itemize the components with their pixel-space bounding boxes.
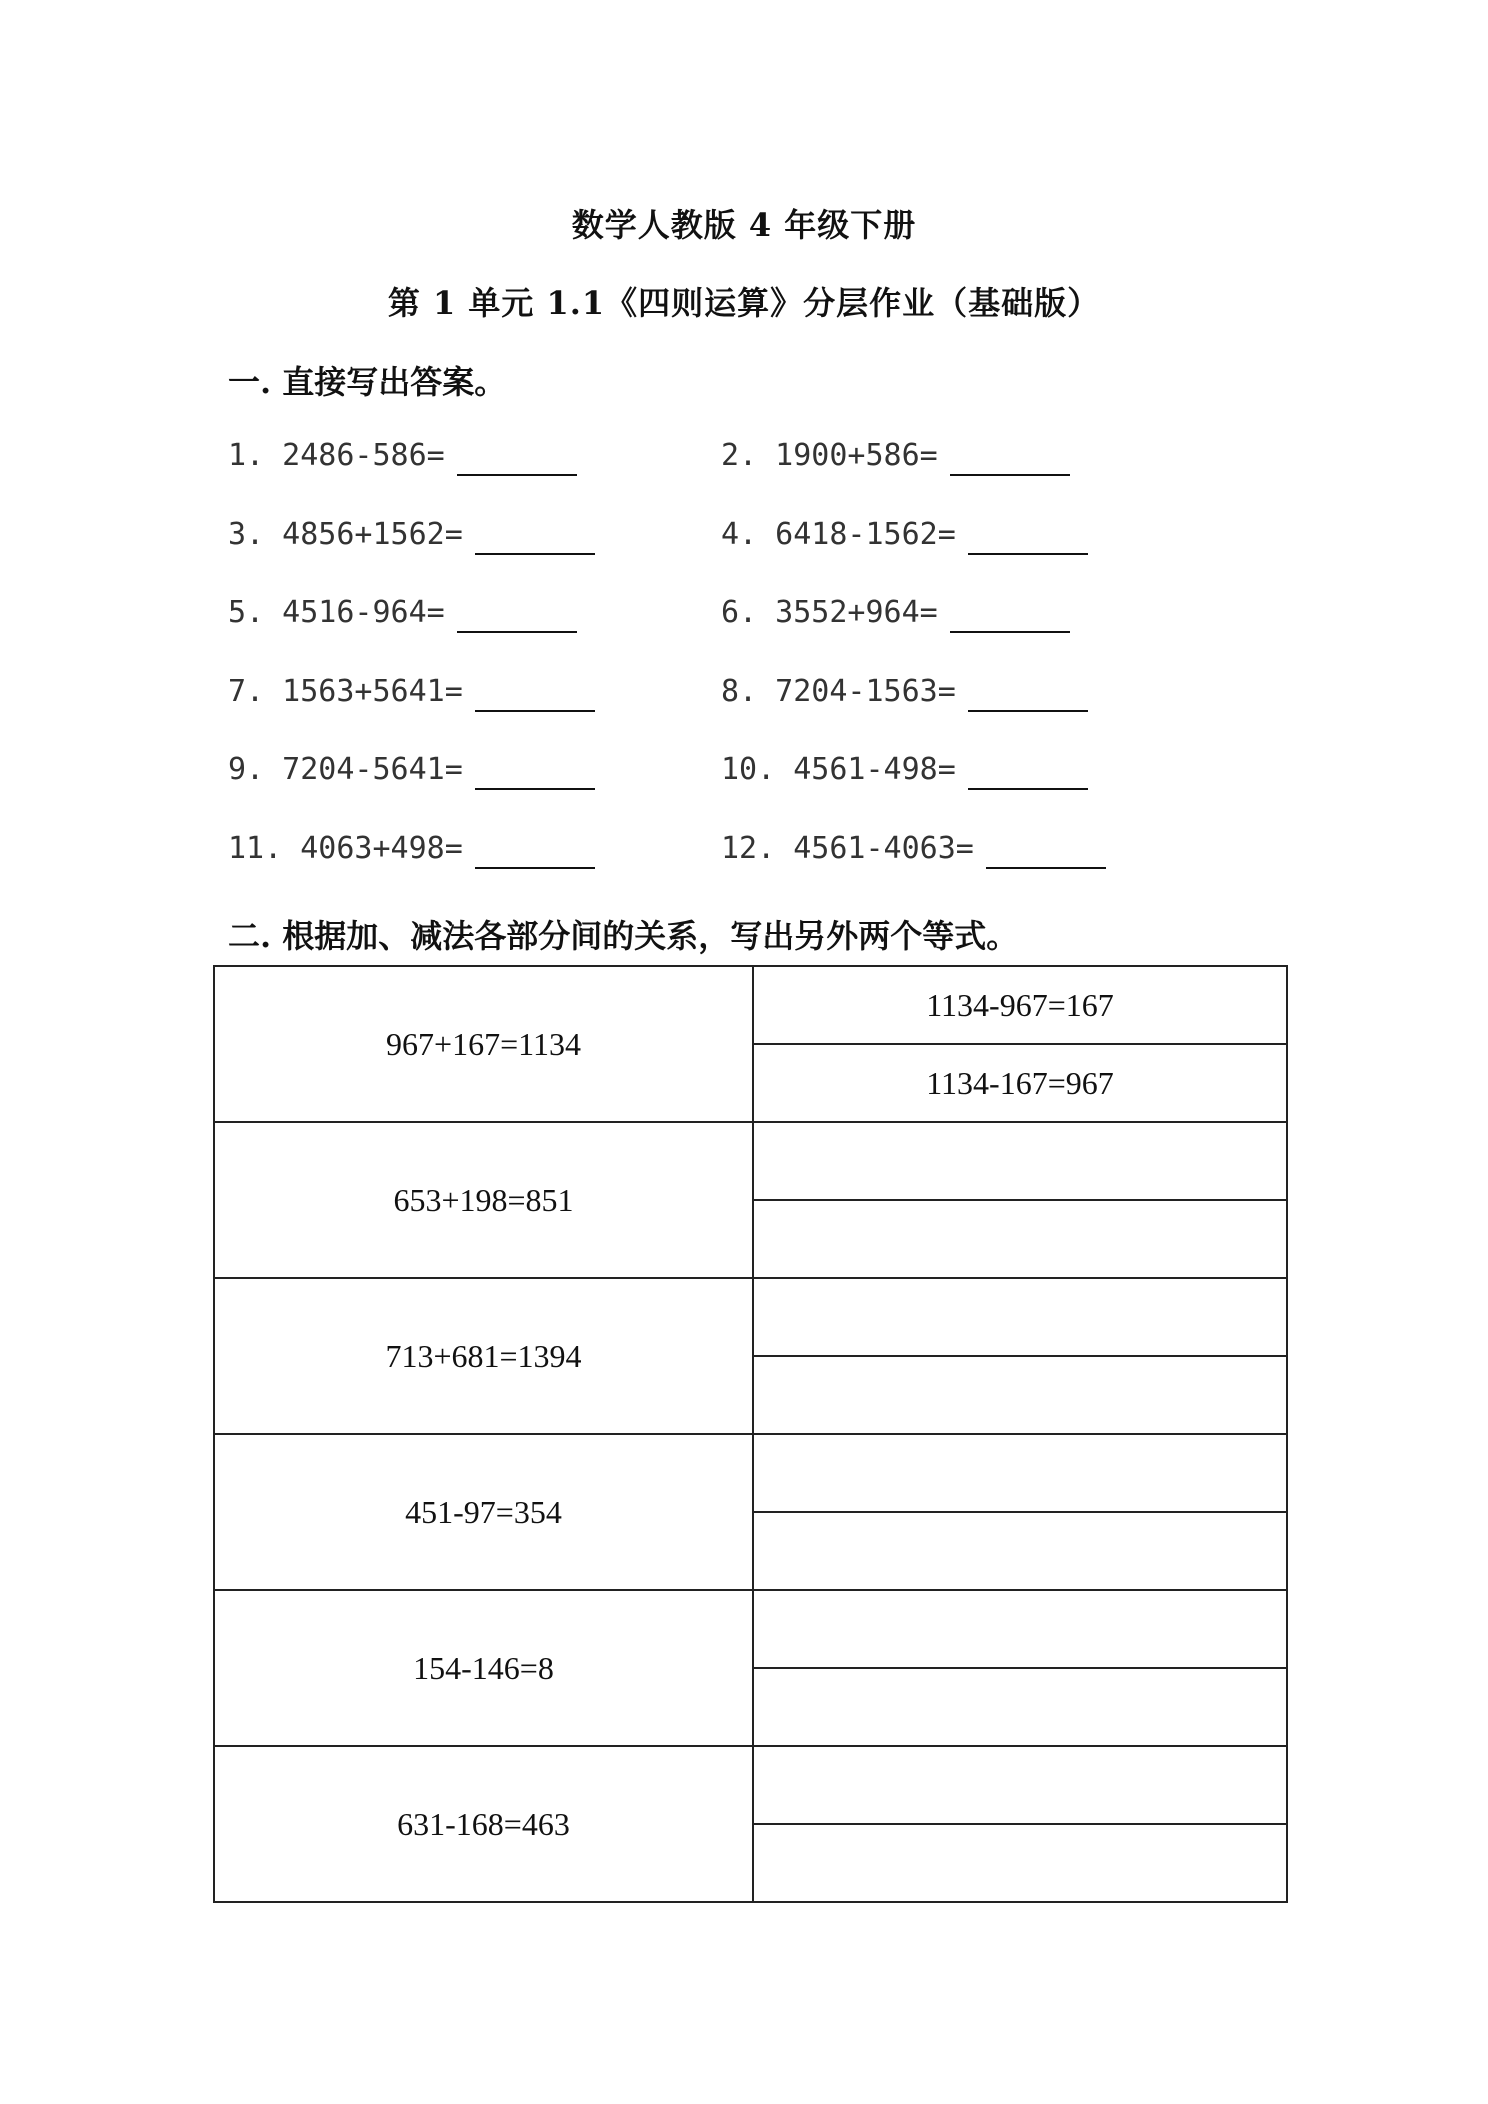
given-equation: 631-168=463 — [214, 1746, 753, 1902]
equation-table — [213, 965, 1288, 1903]
answer-blank[interactable] — [968, 515, 1088, 555]
answer-cell[interactable] — [753, 1122, 1287, 1200]
answer-blank[interactable] — [475, 750, 595, 790]
problem-text: 10. 4561-498= — [721, 752, 956, 787]
answer-blank[interactable] — [986, 829, 1106, 869]
problem-text: 1. 2486-586= — [228, 438, 445, 473]
answer-cell[interactable]: 1134-967=167 — [753, 966, 1287, 1044]
problem-row — [228, 829, 1328, 908]
page-title: 数学人教版 4 年级下册 — [571, 206, 917, 244]
problem-text: 8. 7204-1563= — [721, 673, 956, 709]
problem-row — [228, 672, 1328, 751]
answer-blank[interactable] — [475, 829, 595, 869]
answer-blank[interactable] — [457, 436, 577, 476]
answer-cell[interactable] — [753, 1824, 1287, 1902]
given-equation: 451-97=354 — [214, 1434, 753, 1590]
given-equation: 653+198=851 — [214, 1122, 753, 1278]
answer-blank[interactable] — [475, 672, 595, 712]
problem-text: 12. 4561-4063= — [721, 830, 974, 866]
answer-cell[interactable]: 1134-167=967 — [753, 1044, 1287, 1122]
section-1-heading: 一. 直接写出答案。 — [228, 363, 507, 401]
problem-text: 7. 1563+5641= — [228, 673, 463, 709]
problem — [228, 750, 595, 790]
problem — [721, 436, 1070, 476]
problem-text: 4. 6418-1562= — [721, 516, 956, 552]
answer-blank[interactable] — [950, 436, 1070, 476]
answer-cell[interactable] — [753, 1200, 1287, 1278]
answer-cell[interactable] — [753, 1668, 1287, 1746]
answer-cell[interactable] — [753, 1590, 1287, 1668]
problem — [228, 829, 595, 869]
table-row — [214, 1434, 1287, 1512]
answer-blank[interactable] — [950, 593, 1070, 633]
answer-cell[interactable] — [753, 1434, 1287, 1512]
answer-blank[interactable] — [475, 515, 595, 555]
problem — [721, 750, 1088, 790]
problem-row — [228, 593, 1328, 672]
table-row — [214, 966, 1287, 1044]
problem-row — [228, 436, 1328, 515]
table-row — [214, 1590, 1287, 1668]
answer-blank[interactable] — [968, 750, 1088, 790]
table-row — [214, 1122, 1287, 1200]
problem-text: 6. 3552+964= — [721, 595, 938, 630]
table-row — [214, 1746, 1287, 1824]
page-subtitle: 第 1 单元 1.1《四则运算》分层作业（基础版） — [387, 284, 1101, 322]
problem — [228, 436, 577, 476]
answer-cell[interactable] — [753, 1512, 1287, 1590]
problem-row — [228, 750, 1328, 829]
problem — [228, 672, 595, 712]
given-equation: 713+681=1394 — [214, 1278, 753, 1434]
problem — [228, 593, 577, 633]
problem-list — [228, 436, 1328, 907]
answer-cell[interactable] — [753, 1746, 1287, 1824]
answer-blank[interactable] — [968, 672, 1088, 712]
section-2-heading: 二. 根据加、减法各部分间的关系，写出另外两个等式。 — [228, 917, 1019, 955]
problem — [721, 515, 1088, 555]
answer-cell[interactable] — [753, 1356, 1287, 1434]
given-equation: 967+167=1134 — [214, 966, 753, 1122]
problem-text: 11. 4063+498= — [228, 830, 463, 866]
problem-text: 5. 4516-964= — [228, 595, 445, 630]
answer-blank[interactable] — [457, 593, 577, 633]
problem — [228, 515, 595, 555]
problem-text: 2. 1900+586= — [721, 438, 938, 473]
problem-row — [228, 515, 1328, 594]
problem — [721, 672, 1088, 712]
problem-text: 9. 7204-5641= — [228, 752, 463, 787]
problem — [721, 593, 1070, 633]
problem — [721, 829, 1106, 869]
problem-text: 3. 4856+1562= — [228, 516, 463, 552]
table-row — [214, 1278, 1287, 1356]
answer-cell[interactable] — [753, 1278, 1287, 1356]
given-equation: 154-146=8 — [214, 1590, 753, 1746]
